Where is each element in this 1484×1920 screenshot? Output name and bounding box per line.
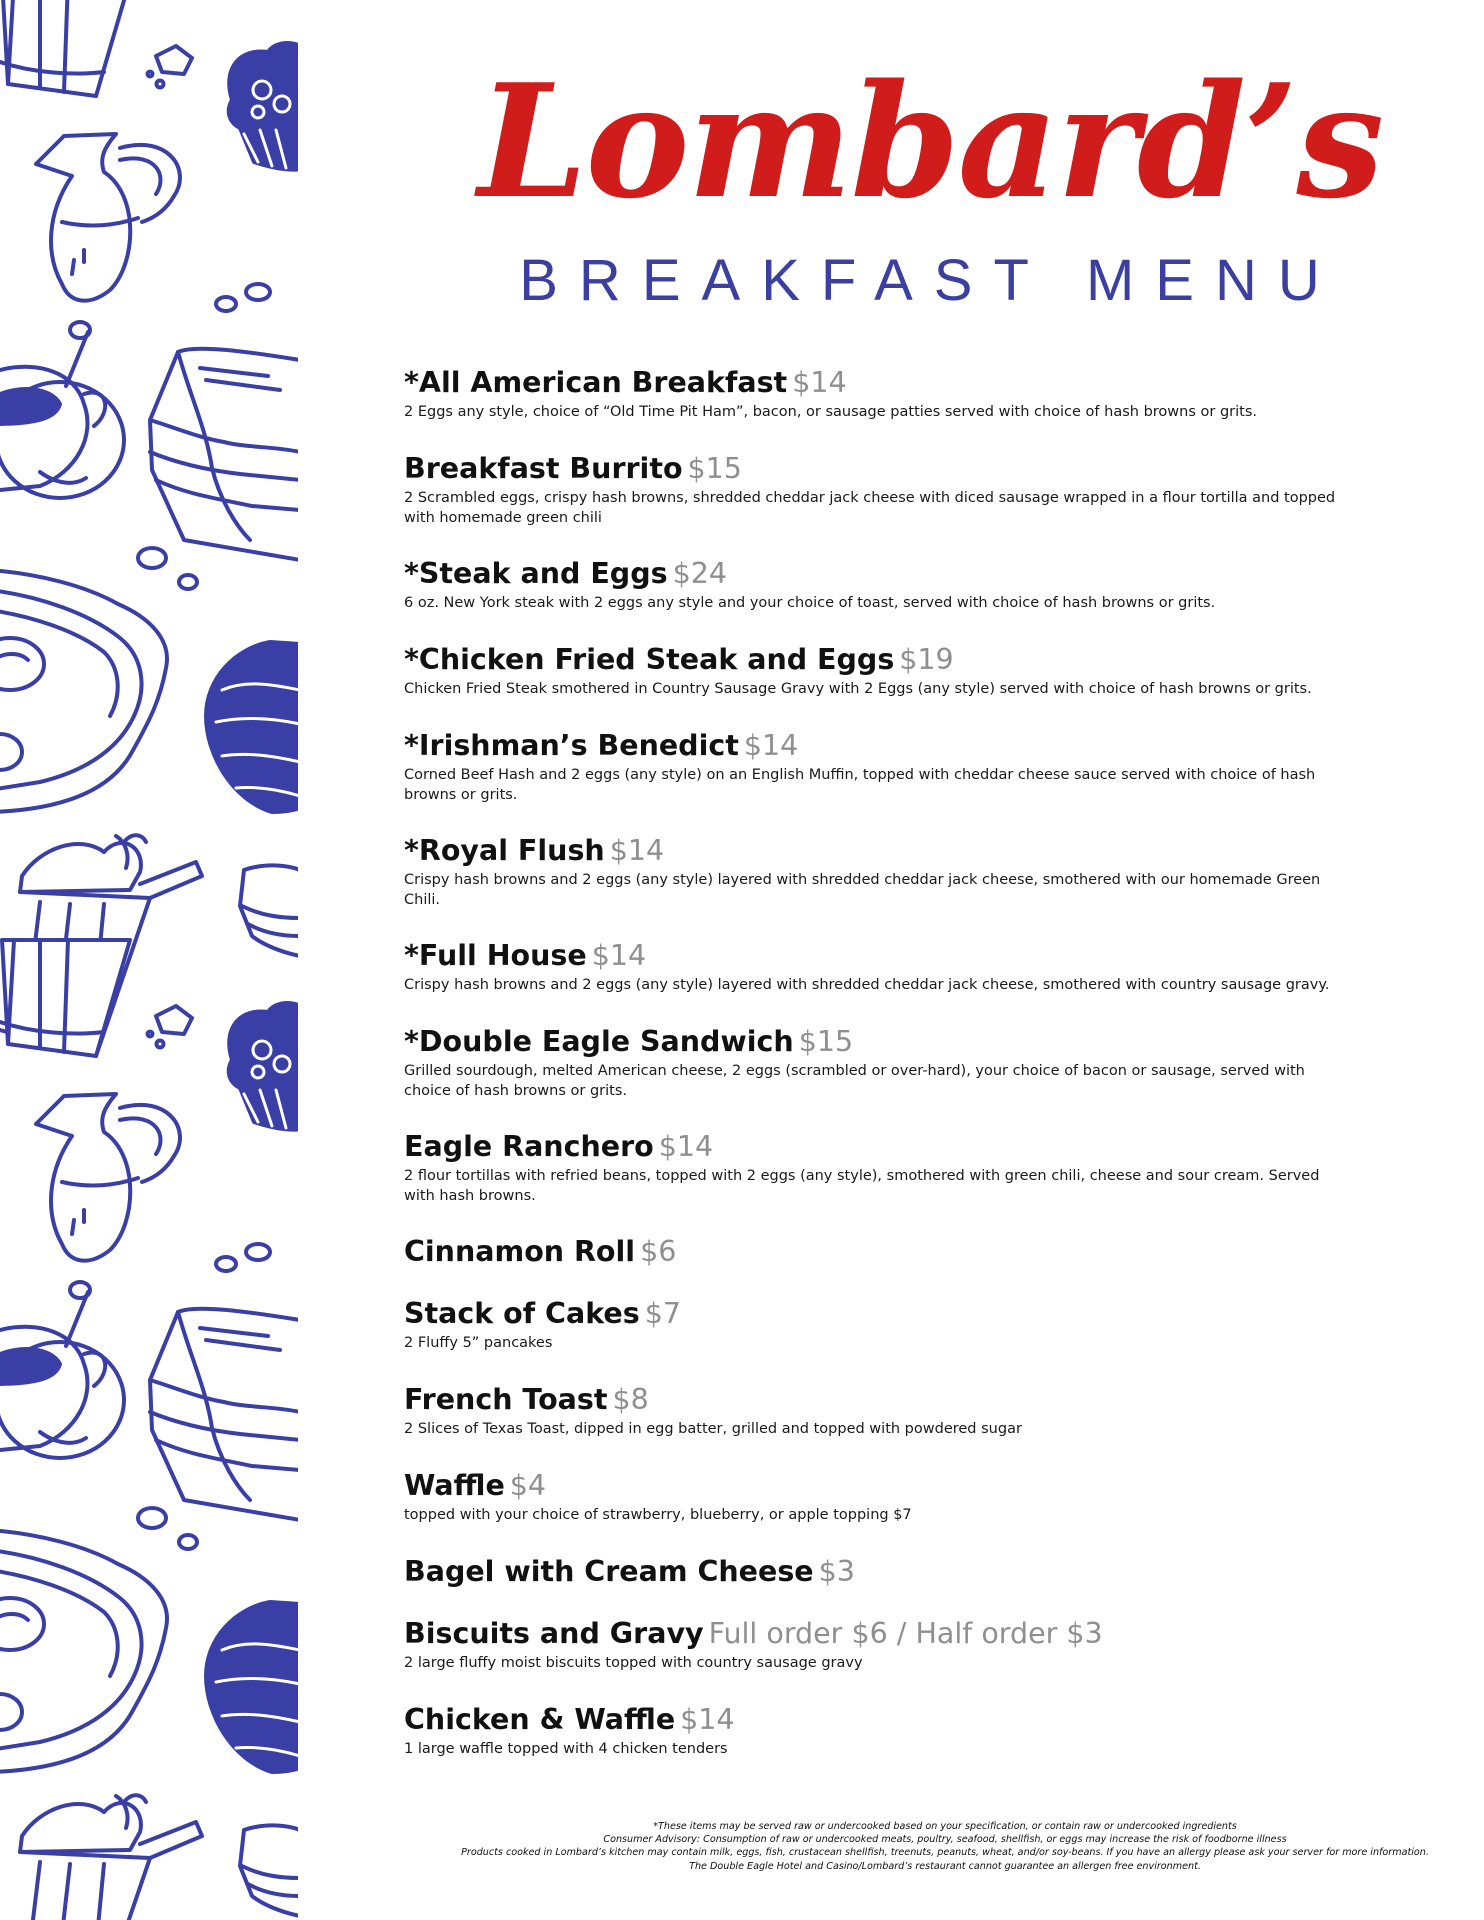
footer-line: The Double Eagle Hotel and Casino/Lombard’s restaurant cannot guarantee an allergen free environment. <box>689 1860 1201 1872</box>
menu-item-header <box>404 362 1344 404</box>
footer-line: *These items may be served raw or undercooked based on your specification, or contain raw or undercooked ingredients <box>653 1821 1237 1832</box>
menu-item-description: 2 Scrambled eggs, crispy hash browns, shredded cheddar jack cheese with diced sausage wrapped in a flour tortilla and topped with homemade green chili <box>404 490 1336 526</box>
menu-item-description: 1 large waffle topped with 4 chicken tenders <box>404 1741 728 1757</box>
menu-item-price: $15 <box>687 452 742 485</box>
menu-item-price: $14 <box>591 939 647 972</box>
menu-item-description: 2 flour tortillas with refried beans, topped with 2 eggs (any style), smothered with green chili, cheese and sour cream. Served with hash browns. <box>404 1168 1320 1204</box>
menu-item <box>404 1613 1344 1674</box>
menu-item-description: topped with your choice of strawberry, blueberry, or apple topping $7 <box>404 1507 912 1523</box>
menu-item <box>404 448 1344 528</box>
menu-item-price: $14 <box>658 1130 714 1163</box>
menu-item-name: Cinnamon Roll <box>404 1235 636 1268</box>
menu-item-price: Full order $6 / Half order $3 <box>708 1617 1103 1650</box>
menu-item <box>404 1231 1344 1273</box>
menu-item-name: *Chicken Fried Steak and Eggs <box>404 643 895 676</box>
menu-item <box>404 1379 1344 1440</box>
menu-item-header <box>404 1231 1344 1273</box>
menu-item-name: *Royal Flush <box>404 834 605 867</box>
menu-item-name: *Full House <box>404 939 587 972</box>
menu-item-price: $8 <box>612 1383 649 1416</box>
menu-item-price: $14 <box>680 1703 735 1736</box>
menu-item-description: Corned Beef Hash and 2 eggs (any style) on an English Muffin, topped with cheddar cheese sauce served with choice of hash browns or grits. <box>404 767 1316 803</box>
menu-item <box>404 1021 1344 1101</box>
illustration-sidebar <box>0 0 298 1920</box>
menu-item-price: $4 <box>509 1469 547 1502</box>
menu-item-description: Grilled sourdough, melted American cheese, 2 eggs (scrambled or over-hard), your choice of bacon or sausage, served with choice of hash browns or grits. <box>404 1063 1305 1099</box>
menu-item <box>404 1551 1344 1593</box>
allergen-footer <box>400 1820 1484 1873</box>
menu-item-price: $7 <box>644 1297 681 1330</box>
menu-item-name: *Steak and Eggs <box>404 557 668 590</box>
menu-item-name: Chicken & Waffle <box>404 1703 676 1736</box>
menu-item <box>404 725 1344 805</box>
menu-item-price: $19 <box>899 643 954 676</box>
menu-item-name: Bagel with Cream Cheese <box>404 1555 814 1588</box>
menu-item-description: Chicken Fried Steak smothered in Country Sausage Gravy with 2 Eggs (any style) served with choice of hash browns or grits. <box>404 681 1312 697</box>
menu-item-name: French Toast <box>404 1383 608 1416</box>
menu-item-name: *Irishman’s Benedict <box>404 729 739 762</box>
menu-item-price: $6 <box>640 1235 677 1268</box>
menu-item-name: Biscuits and Gravy <box>404 1617 704 1650</box>
menu-item-price: $24 <box>672 557 727 590</box>
restaurant-name: Lombard’s <box>477 50 1383 233</box>
menu-item-price: $14 <box>609 834 665 867</box>
menu-item-name: *Double Eagle Sandwich <box>404 1025 794 1058</box>
menu-item-header <box>404 1465 1344 1507</box>
menu-item-name: Breakfast Burrito <box>404 452 683 485</box>
menu-item <box>404 553 1344 614</box>
menu-item-price: $15 <box>798 1025 854 1058</box>
menu-item-header <box>404 1699 1344 1741</box>
menu-item-description: 2 Slices of Texas Toast, dipped in egg batter, grilled and topped with powdered sugar <box>404 1421 1022 1437</box>
menu-item-description: 6 oz. New York steak with 2 eggs any style and your choice of toast, served with choice of hash browns or grits. <box>404 595 1216 611</box>
menu-item-header <box>404 1126 1344 1168</box>
menu-item-name: Stack of Cakes <box>404 1297 640 1330</box>
menu-item <box>404 830 1344 910</box>
menu-item-header <box>404 1613 1344 1655</box>
menu-title: BREAKFAST MENU <box>519 248 1341 313</box>
menu-item-header <box>404 1293 1344 1335</box>
menu-item-name: Eagle Ranchero <box>404 1130 654 1163</box>
footer-line: Products cooked in Lombard’s kitchen may contain milk, eggs, fish, crustacean shellfish, treenuts, peanuts, wheat, and/or soy-beans. If you have an allergy please ask your server for more information. <box>461 1847 1429 1859</box>
menu-item <box>404 1465 1344 1526</box>
menu-item-name: *All American Breakfast <box>404 366 788 399</box>
menu-item-description: Crispy hash browns and 2 eggs (any style) layered with shredded cheddar jack cheese, smothered with country sausage gravy. <box>404 977 1330 993</box>
menu-item <box>404 1699 1344 1760</box>
menu-item-header <box>404 639 1344 681</box>
menu-item-header <box>404 725 1344 767</box>
menu-item <box>404 362 1344 423</box>
menu-item-header <box>404 935 1344 977</box>
menu-item-description: 2 Eggs any style, choice of “Old Time Pit Ham”, bacon, or sausage patties served with choice of hash browns or grits. <box>404 404 1257 420</box>
menu-item-price: $14 <box>792 366 847 399</box>
menu-item-header <box>404 1551 1344 1593</box>
menu-item-name: Waffle <box>404 1469 505 1502</box>
menu-item <box>404 935 1344 996</box>
menu-item-header <box>404 1021 1344 1063</box>
menu-item-description: 2 Fluffy 5” pancakes <box>404 1335 553 1351</box>
menu-item-header <box>404 1379 1344 1421</box>
menu-item-description: 2 large fluffy moist biscuits topped with country sausage gravy <box>404 1655 863 1671</box>
menu-item-header <box>404 553 1344 595</box>
menu-item-description: Crispy hash browns and 2 eggs (any style) layered with shredded cheddar jack cheese, smothered with our homemade Green Chili. <box>404 872 1321 908</box>
menu-item <box>404 1293 1344 1354</box>
menu-item-header <box>404 448 1344 490</box>
menu-item <box>404 1126 1344 1206</box>
menu-item-price: $3 <box>818 1555 855 1588</box>
menu-item <box>404 639 1344 700</box>
footer-line: Consumer Advisory: Consumption of raw or undercooked meats, poultry, seafood, shellfish, or eggs may increase the risk of foodborne illness <box>603 1834 1287 1846</box>
menu-item-price: $14 <box>743 729 799 762</box>
menu-item-header <box>404 830 1344 872</box>
